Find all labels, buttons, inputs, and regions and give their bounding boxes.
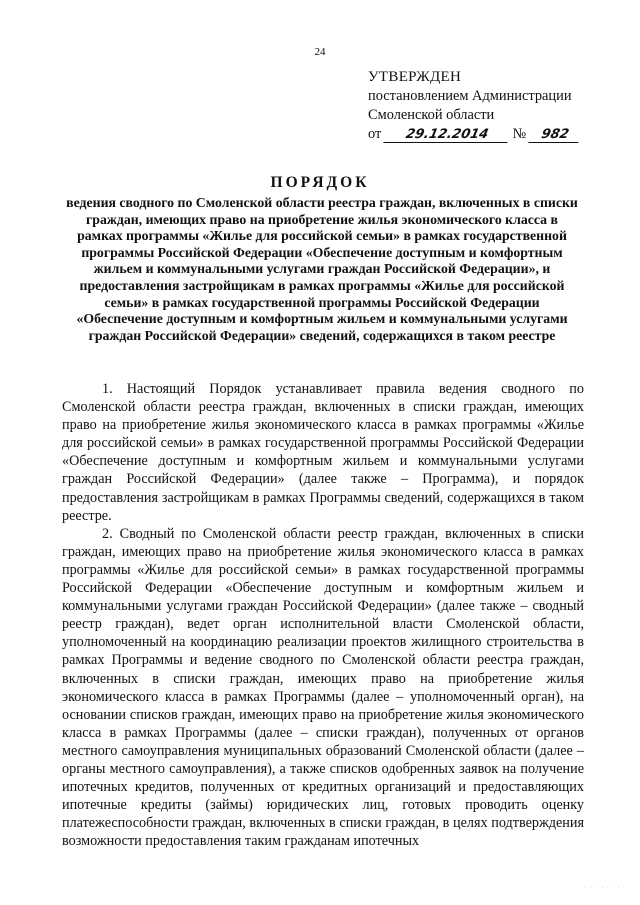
paragraph-1: 1. Настоящий Порядок устанавливает правила ведения сводного по Смоленской области реестра граждан, включенных в списки граждан, имеющих право на приобретение жилья экономического класса в рамках программы «Жилье для российской семьи» в рамках государственной программы Российской Федерации «Обеспечение доступным и комфортным жильем и коммунальными услугами граждан Российской Федерации» (далее также – Программа), и порядок предоставления застройщикам в рамках Программы сведений, содержащихся в таком реестре.: [62, 381, 584, 524]
document-subtitle: ведения сводного по Смоленской области реестра граждан, включенных в списки граждан, имеющих право на приобретение жилья экономического класса в рамках программы «Жилье для российской семьи» в рамках государственной программы Российской Федерации «Обеспечение доступным и комфортным жильем и коммунальными услугами граждан Российской Федерации», и предоставления застройщикам в рамках программы «Жилье для российской семьи» в рамках государственной программы Российской Федерации «Обеспечение доступным и комфортным жильем и коммунальными услугами граждан Российской Федерации» сведений, содержащихся в таком реестре: [66, 195, 578, 343]
document-title: ПОРЯДОК: [270, 174, 370, 191]
approval-date-number-line: [368, 125, 618, 144]
scan-artifact: · · · · · · · ·: [584, 885, 626, 891]
date-prefix: от: [368, 126, 382, 142]
paragraph-2: 2. Сводный по Смоленской области реестр граждан, включенных в списки граждан, имеющих право на приобретение жилья экономического класса в рамках программы «Жилье для российской семьи» в рамках государственной программы Российской Федерации «Обеспечение доступным и комфортным жильем и коммунальными услугами граждан Российской Федерации» (далее также – сводный реестр граждан), ведет орган исполнительной власти Смоленской области, уполномоченный на координацию реализации проектов жилищного строительства в рамках Программы и ведение сводного по Смоленской области реестра граждан, включенных в списки граждан, имеющих право на приобретение жилья экономического класса в рамках Программы (далее – уполномоченный орган), на основании списков граждан, имеющих право на приобретение жилья экономического класса в рамках Программы (далее – списки граждан), полученных от органов местного самоуправления муниципальных образований Смоленской области (далее – органы местного самоуправления), а также списков одобренных заявок на получение ипотечных кредитов, полученных от кредитных организаций и предоставляющих ипотечные кредиты (займы) юридических лиц, готовых проводить оценку платежеспособности граждан, включенных в списки граждан, в целях подтверждения возможности предоставления таким гражданам ипотечных: [62, 525, 584, 850]
handwritten-number: 982: [528, 127, 581, 143]
approval-line-2: Смоленской области: [368, 107, 495, 123]
number-prefix: №: [512, 126, 527, 142]
approval-line-1: постановлением Администрации: [368, 88, 572, 104]
approval-heading: УТВЕРЖДЕН: [368, 69, 462, 85]
handwritten-date: 29.12.2014: [383, 127, 510, 143]
approval-block: [368, 68, 618, 144]
page-number: 24: [314, 46, 326, 58]
document-body: [62, 380, 584, 850]
